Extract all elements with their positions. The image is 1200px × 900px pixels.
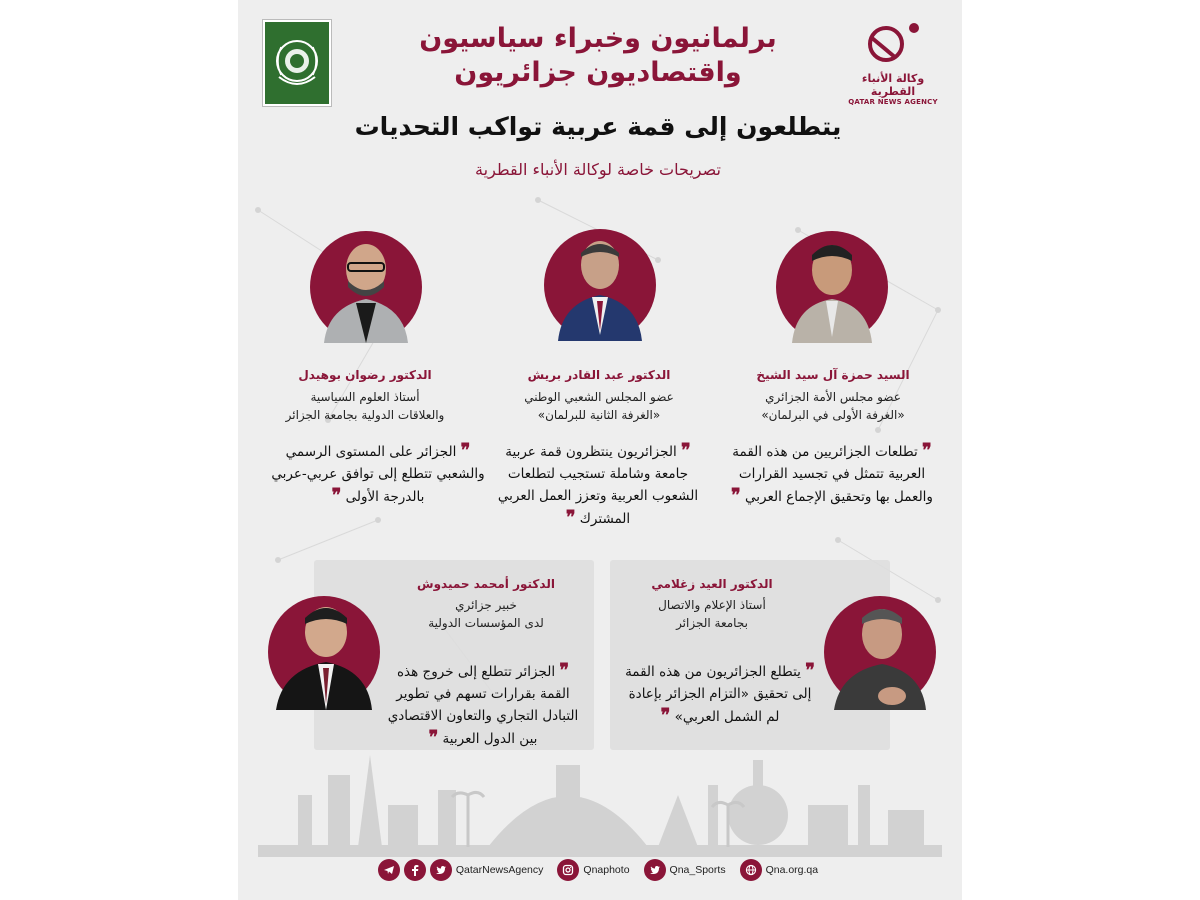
speaker-5-quote: ❞ الجزائر تتطلع إلى خروج هذه القمة بقرارات تسهم في تطوير التبادل التجاري والتعاون الاقتصادي بين الدول العربية ❞ — [387, 660, 579, 748]
speaker-1-quote: ❞ تطلعات الجزائريين من هذه القمة العربية تتمثل في تجسيد القرارات والعمل بها وتحقيق الإجماع العربي ❞ — [731, 440, 933, 506]
speaker-5-name: الدكتور أمحمد حميدوش — [417, 577, 555, 591]
speaker-4-photo — [820, 592, 940, 712]
instagram-icon[interactable] — [557, 859, 579, 881]
agency-name-arabic: وكالة الأنباء القطرية — [861, 72, 925, 98]
speaker-4-quote: ❞ يتطلع الجزائريون من هذه القمة إلى تحقيق «التزام الجزائر بإعادة لم الشمل العربي» ❞ — [625, 660, 815, 726]
speaker-2-quote: ❞ الجزائريون ينتظرون قمة عربية جامعة وشاملة تستجيب لتطلعات الشعوب العربية وتعزز العمل العربي المشترك ❞ — [497, 440, 699, 528]
title-line-2: واقتصاديون جزائريون — [454, 57, 742, 88]
footer-handle-sports[interactable]: Qna_Sports — [669, 864, 726, 876]
qna-emblem-icon — [858, 18, 928, 66]
speaker-1-role: عضو مجلس الأمة الجزائري «الغرفة الأولى في البرلمان» — [761, 390, 905, 422]
infographic-poster — [238, 0, 962, 900]
qna-logo — [838, 18, 948, 108]
quote-open-icon: ❞ — [681, 440, 691, 461]
arab-league-logo — [263, 20, 331, 106]
speaker-5-role: خبير جزائري لدى المؤسسات الدولية — [428, 598, 544, 630]
agency-name-english: QATAR NEWS AGENCY — [848, 98, 938, 106]
quote-open-icon: ❞ — [460, 440, 471, 461]
speaker-4-name: الدكتور العيد زغلامي — [651, 577, 773, 591]
speaker-1-name: السيد حمزة آل سيد الشيخ — [756, 368, 910, 382]
quote-close-icon: ❞ — [660, 705, 671, 726]
speaker-2-role: عضو المجلس الشعبي الوطني «الغرفة الثانية للبرلمان» — [524, 390, 674, 422]
quote-open-icon: ❞ — [559, 660, 570, 681]
speaker-3-quote: ❞ الجزائر على المستوى الرسمي والشعبي تتطلع إلى توافق عربي-عربي بالدرجة الأولى ❞ — [271, 440, 485, 506]
quote-close-icon: ❞ — [428, 727, 439, 748]
footer-handle-photo[interactable]: Qnaphoto — [583, 864, 630, 876]
telegram-icon[interactable] — [378, 859, 400, 881]
quote-close-icon: ❞ — [331, 485, 342, 506]
title-block — [388, 22, 808, 90]
algiers-skyline-illustration — [238, 735, 962, 865]
twitter-icon[interactable] — [644, 859, 666, 881]
speaker-2-photo — [540, 223, 660, 343]
quote-close-icon: ❞ — [565, 507, 576, 528]
speaker-2-name: الدكتور عبد القادر بريش — [527, 368, 671, 382]
speaker-4-role: أستاذ الإعلام والاتصال بجامعة الجزائر — [658, 598, 766, 630]
facebook-icon[interactable] — [404, 859, 426, 881]
twitter-icon[interactable] — [430, 859, 452, 881]
speaker-3-photo — [306, 225, 426, 345]
speaker-3-name: الدكتور رضوان بوهيدل — [298, 368, 432, 382]
footer-website[interactable]: Qna.org.qa — [765, 864, 819, 876]
headline: يتطلعون إلى قمة عربية تواكب التحديات — [354, 112, 842, 141]
title-line-1: برلمانيون وخبراء سياسيون — [419, 23, 777, 54]
speaker-3-role: أستاذ العلوم السياسية والعلاقات الدولية بجامعة الجزائر — [285, 390, 445, 422]
speaker-5-photo — [264, 592, 384, 712]
speaker-1-photo — [772, 225, 892, 345]
footer-handle-main[interactable]: QatarNewsAgency — [455, 864, 544, 876]
subheadline: تصريحات خاصة لوكالة الأنباء القطرية — [475, 160, 721, 179]
quote-open-icon: ❞ — [805, 660, 815, 681]
quote-close-icon: ❞ — [731, 485, 741, 506]
social-footer — [238, 855, 962, 885]
globe-icon[interactable] — [740, 859, 762, 881]
quote-open-icon: ❞ — [922, 440, 932, 461]
